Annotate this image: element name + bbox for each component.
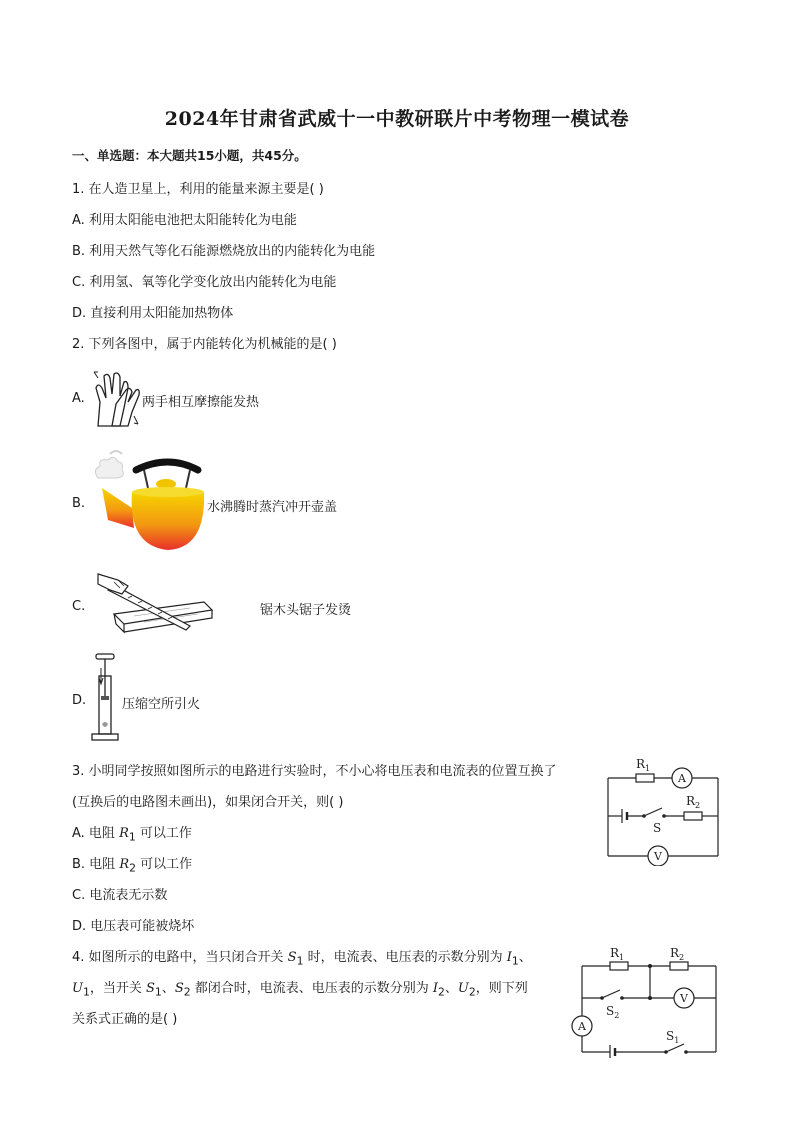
svg-text:S2: $S_2$ [606,1004,620,1020]
svg-text:A: A [678,772,686,785]
rubbing-hands-image [90,368,142,428]
q3-resistor-r1 [636,774,654,782]
q3-stem-line2: (互换后的电路图未画出)，如果闭合开关，则( ) [72,795,344,810]
q4-switch-s1 [666,1044,684,1052]
q4-switch-s2 [602,990,620,998]
svg-text:S: S [653,821,662,835]
q2-option-a-caption: 两手相互摩擦能发热 [142,395,260,410]
q1-option-d: D. 直接利用太阳能加热物体 [72,306,234,321]
q2-option-d-caption: 压缩空所引火 [122,697,201,712]
svg-text:V: V [680,992,688,1005]
fire-syringe-image [88,652,122,744]
q2-option-c-caption: 锯木头锯子发烫 [260,603,352,618]
q3-switch [644,808,662,816]
sawing-wood-image [94,572,220,636]
boiling-kettle-image [88,448,206,556]
q4-stem-line3: 关系式正确的是( ) [72,1012,178,1027]
svg-text:R2: $R_2$ [686,794,701,810]
svg-text:A: A [578,1020,586,1033]
section-heading: 一、单选题：本大题共15小题，共45分。 [72,148,307,163]
q3-option-d: D. 电压表可能被烧坏 [72,919,195,934]
q2-option-c-letter: C. [72,599,86,614]
q4-resistor-r2 [670,962,688,970]
q3-resistor-r2 [684,812,702,820]
q3-stem-line1: 3. 小明同学按照如图所示的电路进行实验时，不小心将电压表和电流表的位置互换了 [72,764,557,779]
q1-option-a: A. 利用太阳能电池把太阳能转化为电能 [72,213,297,228]
q1-option-c: C. 利用氢、氧等化学变化放出内能转化为电能 [72,275,337,290]
q3-circuit-diagram [600,754,724,866]
svg-text:V: V [654,850,662,863]
q3-option-a: A. 电阻 $R_1$ 可以工作 [72,826,192,844]
q2-option-d-letter: D. [72,693,87,708]
q4-resistor-r1 [610,962,628,970]
q4-circuit-diagram [566,944,722,1058]
svg-text:R1: $R_1$ [610,946,625,962]
q1-stem: 1. 在人造卫星上，利用的能量来源主要是( ) [72,182,324,197]
q2-option-b-caption: 水沸腾时蒸汽冲开壶盖 [207,500,338,515]
svg-text:R2: $R_2$ [670,946,685,962]
exam-title: 2024年甘肃省武威十一中教研联片中考物理一模试卷 [164,108,630,130]
q4-stem-line2: $U_1$，当开关 $S_1$、$S_2$ 都闭合时，电流表、电压表的示数分别为 $I_2$、$U_2$，则下列 [72,981,528,999]
q3-option-c: C. 电流表无示数 [72,888,168,903]
q2-option-a-letter: A. [72,391,85,406]
q1-option-b: B. 利用天然气等化石能源燃烧放出的内能转化为电能 [72,244,376,259]
svg-text:S1: $S_1$ [666,1029,680,1045]
q3-option-b: B. 电阻 $R_2$ 可以工作 [72,857,193,875]
q2-option-b-letter: B. [72,496,86,511]
q2-stem: 2. 下列各图中，属于内能转化为机械能的是( ) [72,337,337,352]
q4-stem-line1: 4. 如图所示的电路中，当只闭合开关 $S_1$ 时，电流表、电压表的示数分别为 $I_1$、 [72,950,532,968]
svg-text:R1: $R_1$ [636,757,651,773]
